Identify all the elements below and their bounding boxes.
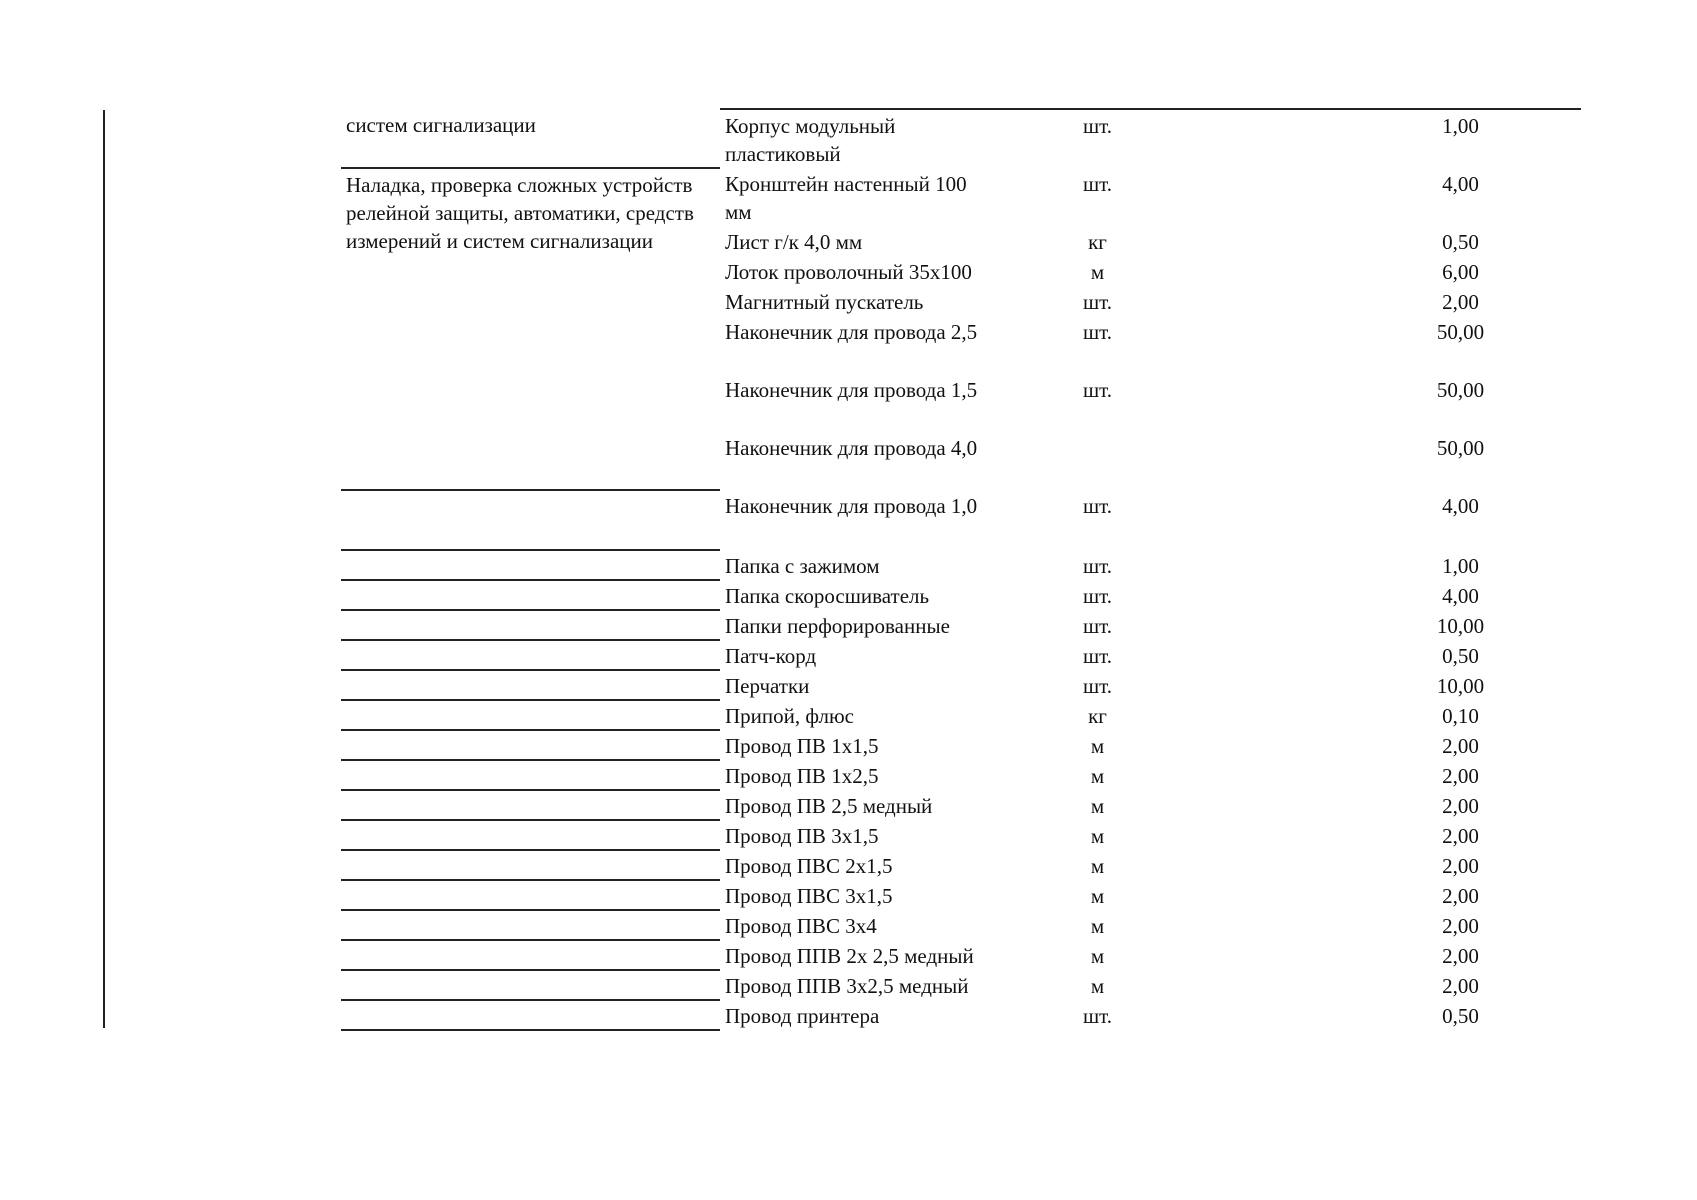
table-row (341, 670, 1581, 700)
material-name-cell: Папки перфорированные (725, 614, 950, 638)
work-type-cell (341, 760, 720, 790)
work-type-cell (341, 820, 720, 850)
unit-cell: шт. (1082, 494, 1113, 518)
unit-cell: шт. (1082, 674, 1113, 698)
quantity-cell: 1,00 (1442, 554, 1479, 578)
unit-cell: шт. (1082, 320, 1113, 344)
material-name-cell: Наконечник для провода 4,0 (725, 436, 978, 460)
table-row (341, 760, 1581, 790)
material-name-cell: Лоток проволочный 35х100 (725, 260, 972, 284)
unit-cell: шт. (1082, 644, 1113, 668)
material-name-cell: Наконечник для провода 1,0 (725, 494, 978, 518)
unit-cell: кг (1088, 704, 1107, 728)
quantity-cell: 2,00 (1442, 944, 1479, 968)
work-type-cell (341, 910, 720, 940)
unit-cell: шт. (1082, 1004, 1113, 1028)
empty-cell (1202, 1000, 1340, 1030)
unit-cell: м (1090, 824, 1105, 848)
quantity-cell: 50,00 (1436, 436, 1485, 460)
materials-table (341, 108, 1581, 1031)
quantity-cell: 2,00 (1442, 764, 1479, 788)
empty-cell (1202, 940, 1340, 970)
empty-cell (1202, 432, 1340, 490)
unit-cell: шт. (1082, 614, 1113, 638)
table-row (341, 168, 1581, 226)
empty-cell (1202, 610, 1340, 640)
empty-cell (1202, 880, 1340, 910)
quantity-cell: 50,00 (1436, 320, 1485, 344)
material-name-cell: Провод ПВС 2х1,5 (725, 854, 893, 878)
empty-cell (1202, 286, 1340, 316)
empty-cell (1202, 226, 1340, 256)
material-name-cell: Провод ПВС 3х1,5 (725, 884, 893, 908)
empty-cell (1202, 256, 1340, 286)
quantity-cell: 6,00 (1442, 260, 1479, 284)
work-type-cell (341, 970, 720, 1000)
quantity-cell: 50,00 (1436, 378, 1485, 402)
table-row (341, 850, 1581, 880)
material-name-cell: Провод ПВ 3х1,5 (725, 824, 879, 848)
table-row (341, 730, 1581, 760)
quantity-cell: 4,00 (1442, 584, 1479, 608)
table-row (341, 109, 1581, 168)
unit-cell: шт. (1082, 554, 1113, 578)
empty-cell (1202, 760, 1340, 790)
work-type-cell (341, 640, 720, 670)
material-name-cell: Провод ПВ 1х2,5 (725, 764, 879, 788)
material-name-cell: Лист г/к 4,0 мм (725, 230, 863, 254)
empty-cell (1202, 970, 1340, 1000)
quantity-cell: 2,00 (1442, 974, 1479, 998)
material-name-cell: Провод ПВ 2,5 медный (725, 794, 933, 818)
material-name-cell: Корпус модульный пластиковый (720, 109, 993, 168)
material-name-cell: Магнитный пускатель (725, 290, 924, 314)
empty-cell (1202, 550, 1340, 580)
empty-cell (1202, 374, 1340, 432)
empty-cell (1202, 850, 1340, 880)
empty-cell (1202, 670, 1340, 700)
unit-cell: м (1090, 260, 1105, 284)
quantity-cell: 2,00 (1442, 824, 1479, 848)
quantity-cell: 0,50 (1442, 1004, 1479, 1028)
material-name-cell: Провод ПВ 1х1,5 (725, 734, 879, 758)
unit-cell (993, 432, 1202, 490)
work-type-cell (341, 550, 720, 580)
table-row (341, 580, 1581, 610)
material-name-cell: Провод принтера (725, 1004, 880, 1028)
material-name-cell: Папка с зажимом (725, 554, 880, 578)
work-type-cell (341, 490, 720, 550)
work-type-cell (341, 700, 720, 730)
quantity-cell: 2,00 (1442, 734, 1479, 758)
unit-cell: м (1090, 914, 1105, 938)
work-type-cell (341, 610, 720, 640)
material-name-cell: Наконечник для провода 1,5 (725, 378, 978, 402)
material-name-cell: Патч-корд (725, 644, 817, 668)
quantity-cell: 0,10 (1442, 704, 1479, 728)
table-row (341, 970, 1581, 1000)
empty-cell (1202, 580, 1340, 610)
left-margin-rule (103, 110, 105, 1028)
unit-cell: м (1090, 764, 1105, 788)
work-type-cell (341, 880, 720, 910)
empty-cell (1202, 820, 1340, 850)
empty-cell (1202, 910, 1340, 940)
material-name-cell: Припой, флюс (725, 704, 854, 728)
material-name-cell: Папка скоросшиватель (725, 584, 930, 608)
quantity-cell: 2,00 (1442, 290, 1479, 314)
empty-cell (1202, 316, 1340, 374)
table-row (341, 790, 1581, 820)
quantity-cell: 2,00 (1442, 794, 1479, 818)
unit-cell: м (1090, 974, 1105, 998)
table-row (341, 1000, 1581, 1030)
quantity-cell: 2,00 (1442, 884, 1479, 908)
empty-cell (1202, 490, 1340, 550)
quantity-cell: 10,00 (1436, 674, 1485, 698)
unit-cell: шт. (1082, 378, 1113, 402)
work-type-cell (341, 940, 720, 970)
table-row (341, 820, 1581, 850)
table-row (341, 700, 1581, 730)
table-row (341, 550, 1581, 580)
table-row (341, 880, 1581, 910)
work-type-cell (341, 580, 720, 610)
table-row (341, 640, 1581, 670)
empty-cell (1202, 730, 1340, 760)
material-name-cell: Провод ППВ 2х 2,5 медный (725, 944, 974, 968)
empty-cell (1202, 168, 1340, 226)
quantity-cell: 0,50 (1442, 644, 1479, 668)
table-row (341, 910, 1581, 940)
quantity-cell: 4,00 (1442, 172, 1479, 196)
unit-cell: шт. (1082, 290, 1113, 314)
work-type-cell (341, 670, 720, 700)
table-row (341, 490, 1581, 550)
work-type-cell: систем сигнализации (341, 109, 720, 168)
material-name-cell: Наконечник для провода 2,5 (725, 320, 978, 344)
material-name-cell: Кронштейн настенный 100 мм (725, 172, 967, 224)
unit-cell: шт. (1082, 172, 1113, 196)
unit-cell: м (1090, 794, 1105, 818)
empty-cell (1202, 640, 1340, 670)
unit-cell: м (1090, 944, 1105, 968)
unit-cell: кг (1088, 230, 1107, 254)
unit-cell: м (1090, 734, 1105, 758)
unit-cell: шт. (993, 109, 1202, 168)
work-type-cell (341, 730, 720, 760)
material-name-cell: Провод ПВС 3х4 (725, 914, 877, 938)
material-name-cell: Провод ППВ 3х2,5 медный (725, 974, 969, 998)
work-type-cell (341, 790, 720, 820)
work-type-cell: Наладка, проверка сложных устройств релейной защиты, автоматики, средств измерений и систем сигнализации (346, 173, 694, 253)
unit-cell: шт. (1082, 584, 1113, 608)
table-row (341, 610, 1581, 640)
empty-cell (1202, 790, 1340, 820)
work-type-cell (341, 850, 720, 880)
work-type-cell (341, 1000, 720, 1030)
empty-cell (1202, 700, 1340, 730)
quantity-cell: 0,50 (1442, 230, 1479, 254)
quantity-cell: 2,00 (1442, 914, 1479, 938)
material-name-cell: Перчатки (725, 674, 810, 698)
quantity-cell: 10,00 (1436, 614, 1485, 638)
table-row (341, 940, 1581, 970)
unit-cell: м (1090, 854, 1105, 878)
quantity-cell: 2,00 (1442, 854, 1479, 878)
quantity-cell: 1,00 (1340, 109, 1581, 168)
quantity-cell: 4,00 (1442, 494, 1479, 518)
empty-cell (1202, 109, 1340, 168)
unit-cell: м (1090, 884, 1105, 908)
